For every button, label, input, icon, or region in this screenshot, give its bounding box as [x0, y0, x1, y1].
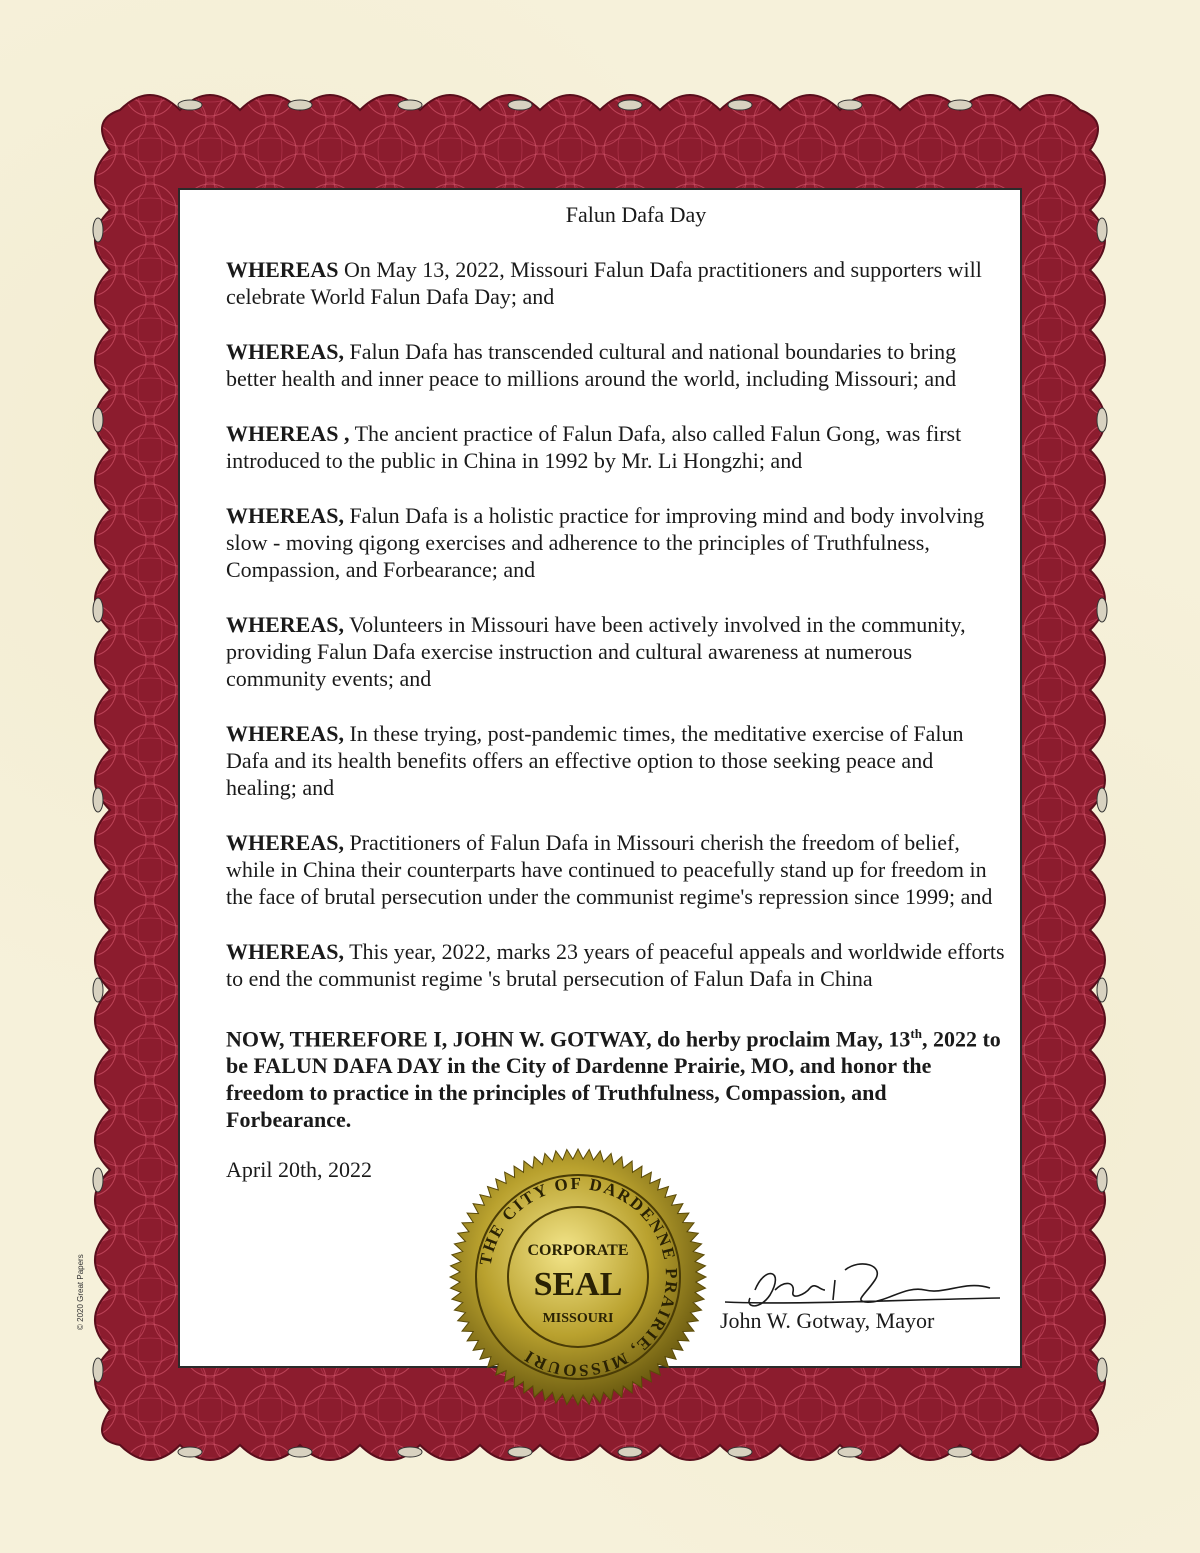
signature-block — [715, 1260, 1005, 1340]
seal-line-2: MISSOURI — [542, 1311, 614, 1326]
seal-outer-text: THE CITY OF DARDENNE PRAIRIE, MISSOURI — [475, 1173, 682, 1381]
whereas-paragraph-1: WHEREAS On May 13, 2022, Missouri Falun Dafa practitioners and supporters will celebrate World Falun Dafa Day; and — [226, 257, 982, 309]
seal-center: SEAL — [533, 1266, 623, 1303]
whereas-paragraph-2: WHEREAS, Falun Dafa has transcended cultural and national boundaries to bring better health and inner peace to millions around the world, including Missouri; and — [226, 339, 957, 391]
proclamation: NOW, THEREFORE I, JOHN W. GOTWAY, do herby proclaim May, 13th, 2022 to be FALUN DAFA DAY in the City of Dardenne Prairie, MO, and honor the freedom to practice in the principles of Truthfulness, Compassion, and Forbearance. — [226, 1026, 1001, 1133]
whereas-paragraph-7: WHEREAS, Practitioners of Falun Dafa in Missouri cherish the freedom of belief, while in China their counterparts have continued to peacefully stand up for freedom in the face of brutal persecution under the communist regime's repression since 1999; and — [226, 830, 993, 909]
whereas-paragraph-5: WHEREAS, Volunteers in Missouri have been actively involved in the community, providing Falun Dafa exercise instruction and cultural awareness at numerous community events; and — [226, 612, 966, 691]
whereas-paragraph-8: WHEREAS, This year, 2022, marks 23 years of peaceful appeals and worldwide efforts to end the communist regime 's brutal persecution of Falun Dafa in China — [226, 939, 1005, 991]
whereas-paragraph-6: WHEREAS, In these trying, post-pandemic times, the meditative exercise of Falun Dafa and its health benefits offers an effective option to those seeking peace and healing; and — [226, 721, 964, 800]
seal-line-1: CORPORATE — [527, 1242, 629, 1259]
copyright-notice: © 2020 Great Papers — [76, 1254, 85, 1330]
whereas-paragraph-4: WHEREAS, Falun Dafa is a holistic practice for improving mind and body involving slow - moving qigong exercises and adherence to the principles of Truthfulness, Compassion, and Forbearance; and — [226, 503, 985, 582]
whereas-paragraph-3: WHEREAS , The ancient practice of Falun Dafa, also called Falun Gong, was first introduced to the public in China in 1992 by Mr. Li Hongzhi; and — [226, 421, 962, 473]
proclamation-date: April 20th, 2022 — [226, 1157, 373, 1183]
corporate-seal — [448, 1147, 708, 1407]
signature-name: John W. Gotway, Mayor — [720, 1308, 935, 1333]
document-title: Falun Dafa Day — [565, 202, 707, 227]
